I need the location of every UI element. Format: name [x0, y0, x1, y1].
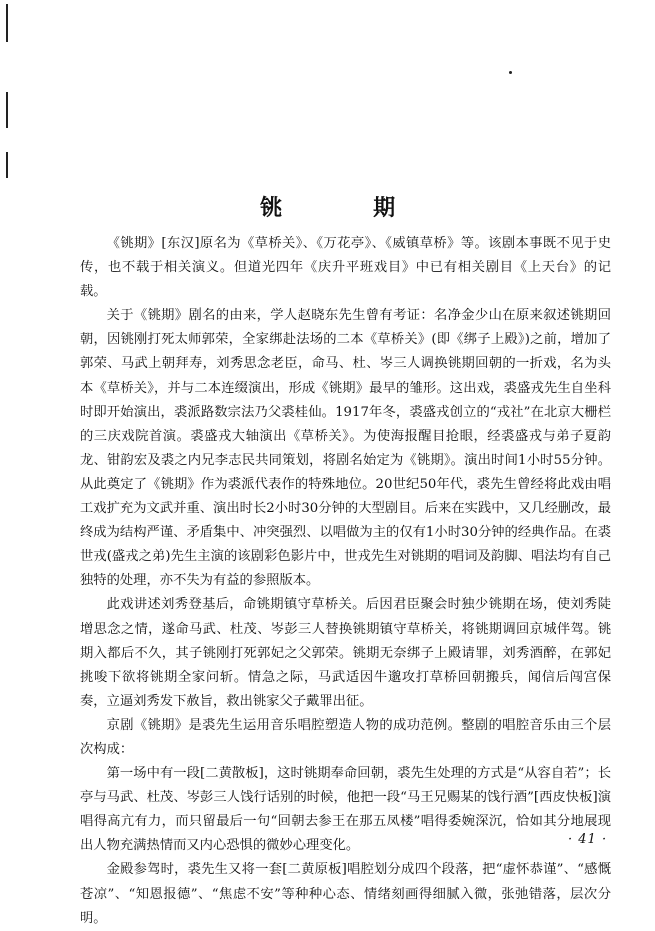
page-number: · 41 · [568, 832, 608, 847]
scan-margin-mark [6, 152, 8, 178]
page-title: 铫 期 [259, 195, 437, 221]
paragraph-title-origin: 关于《铫期》剧名的由来，学人赵晓东先生曾有考证：名净金少山在原来叙述铫期回朝，因铫刚打死太师郭荣，全家绑赴法场的二本《草桥关》(即《绑子上殿》)之前，增加了郭荣、马武上朝拜寿，刘秀思念老臣，命马、杜、岑三人调换铫期回朝的一折戏，名为头本《草桥关》，并与二本连缀演出，形成《铫期》最早的雏形。这出戏，裘盛戎先生自坐科时即开始演出，裘派路数宗法乃父裘桂仙。1917年冬，裘盛戎创立的“戎社”在北京大栅栏的三庆戏院首演。裘盛戎大轴演出《草桥关》。为使海报醒目抢眼，经裘盛戎与弟子夏韵龙、钳韵宏及裘之内兄李志民共同策划，将剧名始定为《铫期》。演出时间1小时55分钟。从此奠定了《铫期》作为裘派代表作的特殊地位。20世纪50年代，裘先生曾经将此戏由唱工戏扩充为文武并重、演出时长2小时30分钟的大型剧目。后来在实践中，又几经删改，最终成为结构严谨、矛盾集中、冲突强烈、以唱做为主的仅有1小时30分钟的经典作品。在裘世戎(盛戎之弟)先生主演的该剧彩色影片中，世戎先生对铫期的唱词及韵脚、唱法均有自己独特的处理，亦不失为有益的参照版本。 [80, 308, 611, 589]
body-text [80, 232, 611, 931]
paragraph-palace-scene: 金殿参驾时，裘先生又将一套[二黄原板]唱腔划分成四个段落，把“虚怀恭谨”、“感慨苍凉”、“知恩报德”、“焦虑不安”等种种心态、情绪刻画得细腻入微，张弛错落，层次分明。 [80, 862, 611, 926]
paragraph-intro: 《铫期》[东汉]原名为《草桥关》、《万花亭》、《威镇草桥》等。该剧本事既不见于史传，也不载于相关演义。但道光四年《庆升平班戏目》中已有相关剧目《上天台》的记载。 [80, 236, 611, 300]
paragraph-plot: 此戏讲述刘秀登基后，命铫期镇守草桥关。后因君臣聚会时独少铫期在场，使刘秀陡增思念之情，遂命马武、杜茂、岑彭三人替换铫期镇守草桥关，将铫期调回京城伴驾。铫期入都后不久，其子铫刚打死郭妃之父郭荣。铫期无奈绑子上殿请罪，刘秀酒醉，在郭妃挑唆下欲将铫期全家问斩。情急之际，马武适因牛邈攻打草桥回朝搬兵，闻信后闯宫保奏，立逼刘秀发下赦旨，救出铫家父子戴罪出征。 [80, 597, 611, 709]
paragraph-scene-one: 第一场中有一段[二黄散板]，这时铫期奉命回朝，裘先生处理的方式是“从容自若”；长亭与马武、杜茂、岑彭三人饯行话别的时候，他把一段“马王兄赐某的饯行酒”[西皮快板]演唱得高亢有力，而只留最后一句“回朝去参王在那五凤楼”唱得委婉深沉，恰如其分地展现出人物充满热情而又内心恐惧的微妙心理变化。 [80, 766, 611, 854]
scan-speck [509, 71, 512, 74]
scan-margin-mark [6, 4, 8, 42]
paragraph-music-overview: 京剧《铫期》是裘先生运用音乐唱腔塑造人物的成功范例。整剧的唱腔音乐由三个层次构成： [80, 717, 611, 757]
scan-margin-mark [6, 92, 8, 128]
